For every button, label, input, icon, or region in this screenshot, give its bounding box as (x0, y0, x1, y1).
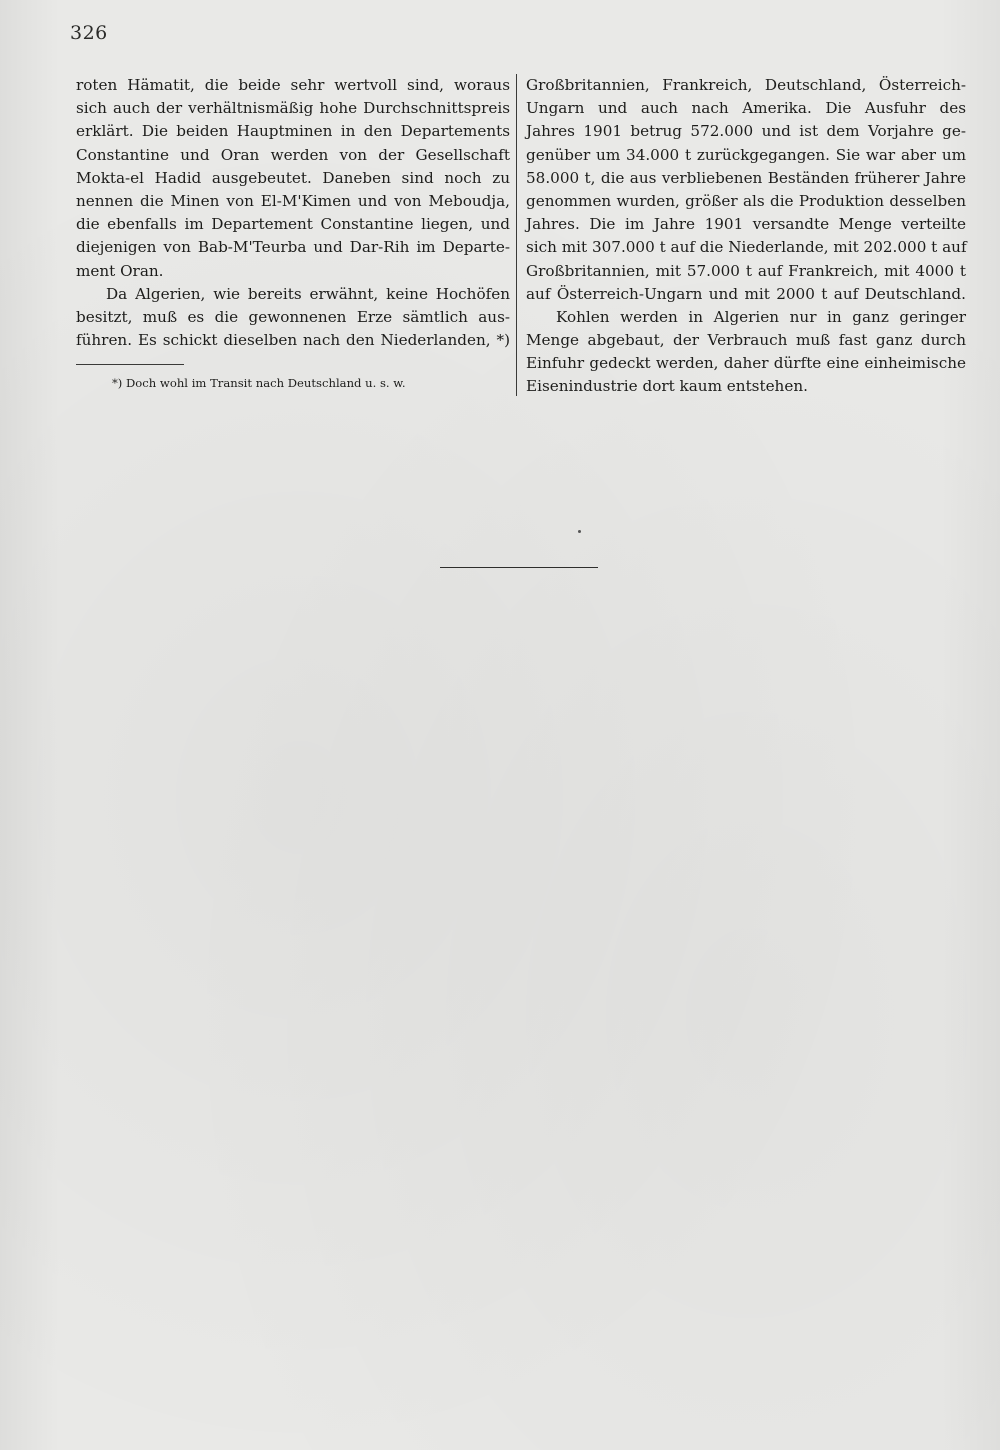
text-line: nennen die Minen von El-M'Kimen und von Meboudja, (76, 191, 510, 210)
section-end-rule (440, 567, 598, 568)
footnote: *) Doch wohl im Transit nach Deutschland u. s. w. (112, 376, 406, 391)
text-line: führen. Es schickt dieselben nach den Niederlanden, *) (76, 331, 510, 350)
text-line: diejenigen von Bab-M'Teurba und Dar-Rih im Departe- (76, 238, 510, 257)
text-line: genüber um 34.000 t zurückgegangen. Sie war aber um (526, 145, 966, 164)
page-number: 326 (70, 22, 108, 44)
text-line: besitzt, muß es die gewonnenen Erze sämtlich aus- (76, 307, 510, 326)
text-line: Da Algerien, wie bereits erwähnt, keine Hochöfen (106, 284, 510, 303)
text-line: Kohlen werden in Algerien nur in ganz geringer (556, 307, 966, 326)
text-line: auf Österreich-Ungarn und mit 2000 t auf Deutschland. (526, 284, 966, 303)
text-line: Einfuhr gedeckt werden, daher dürfte eine einheimische (526, 354, 966, 373)
text-line: Großbritannien, mit 57.000 t auf Frankreich, mit 4000 t (526, 261, 966, 280)
text-line: 58.000 t, die aus verbliebenen Beständen früherer Jahre (526, 168, 966, 187)
text-line: Menge abgebaut, der Verbrauch muß fast ganz durch (526, 331, 966, 350)
text-line: sich auch der verhältnismäßig hohe Durchschnittspreis (76, 99, 510, 118)
text-line: sich mit 307.000 t auf die Niederlande, mit 202.000 t auf (526, 238, 967, 257)
text-line: Eisenindustrie dort kaum entstehen. (526, 377, 808, 396)
text-line: Großbritannien, Frankreich, Deutschland, Österreich- (526, 76, 966, 94)
text-line: genommen wurden, größer als die Produktion desselben (526, 191, 966, 210)
column-divider (516, 74, 517, 396)
right-column (526, 74, 966, 399)
footnote-divider (76, 364, 184, 365)
text-line: erklärt. Die beiden Hauptminen in den Departements (76, 122, 510, 141)
text-line: Mokta-el Hadid ausgebeutet. Daneben sind noch zu (76, 168, 510, 187)
left-column (76, 74, 510, 391)
text-line: Jahres 1901 betrug 572.000 und ist dem Vorjahre ge- (526, 122, 966, 141)
text-line: ment Oran. (76, 261, 164, 280)
text-line: roten Hämatit, die beide sehr wertvoll sind, woraus (76, 76, 510, 94)
text-line: Constantine und Oran werden von der Gesellschaft (76, 145, 510, 164)
ink-speck (578, 530, 581, 533)
text-line: die ebenfalls im Departement Constantine liegen, und (76, 215, 510, 234)
text-line: Jahres. Die im Jahre 1901 versandte Menge verteilte (526, 215, 966, 234)
text-line: Ungarn und auch nach Amerika. Die Ausfuhr des (526, 99, 966, 118)
